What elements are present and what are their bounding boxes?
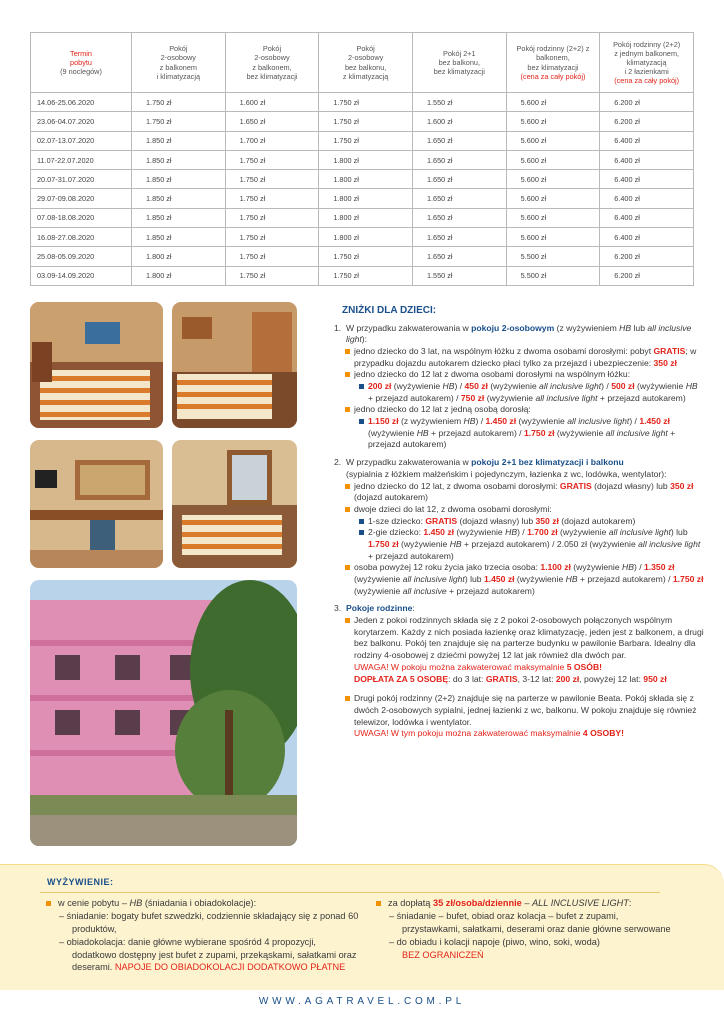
term-cell: 03.09-14.09.2020 xyxy=(31,266,132,285)
price-cell: 1.800 zł xyxy=(319,189,413,208)
section-2-intro: W przypadku zakwaterowania w pokoju 2+1 bez klimatyzacji i balkonu (sypialnia z łóżkiem małżeńskim i pojedynczym, łazienka z wc, lodówka, wentylator): xyxy=(346,457,667,479)
meals-all-inclusive: za dopłatą 35 zł/osoba/dziennie – ALL INCLUSIVE LIGHT: – śniadanie – bufet, obiad oraz kolacja – bufet z zupami, przystawkami, sałatkami, deserami oraz danie główne serwowane – do obiadu i kolacji napoje (piwo, wino, soki, woda) BEZ OGRANICZEŃ xyxy=(372,897,677,961)
term-cell: 14.06-25.06.2020 xyxy=(31,93,132,112)
list-item: jedno dziecko do 3 lat, na wspólnym łóżku z dwoma osobami dorosłymi: pobyt GRATIS; w przypadku dojazdu autokarem dziecko płaci tylko za przejazd i ubezpieczenie: 350 zł xyxy=(354,346,704,369)
price-cell: 6.400 zł xyxy=(600,170,694,189)
header-room-4: Pokój 2+1 bez balkonu, bez klimatyzacji xyxy=(412,33,506,93)
header-room-1: Pokój 2-osobowy z balkonem i klimatyzacją xyxy=(132,33,226,93)
header-room-3: Pokój 2-osobowy bez balkonu, z klimatyzacją xyxy=(319,33,413,93)
table-row xyxy=(31,131,694,150)
table-body xyxy=(31,93,694,286)
price-cell: 6.200 zł xyxy=(600,112,694,131)
price-cell: 6.200 zł xyxy=(600,93,694,112)
price-cell: 5.500 zł xyxy=(506,247,600,266)
website-footer: WWW.AGATRAVEL.COM.PL xyxy=(258,996,466,1007)
table-row xyxy=(31,228,694,247)
list-item: 1.150 zł (z wyżywieniem HB) / 1.450 zł (wyżywienie all inclusive light) / 1.450 zł (wyżywienie HB + przejazd autokarem) / 1.750 zł (wyżywienie all inclusive light + przejazd autokarem) xyxy=(368,416,704,451)
price-cell: 1.550 zł xyxy=(412,93,506,112)
price-cell: 1.650 zł xyxy=(412,228,506,247)
table-header-row xyxy=(31,33,694,93)
price-cell: 1.550 zł xyxy=(412,266,506,285)
price-cell: 6.400 zł xyxy=(600,208,694,227)
price-cell: 1.750 zł xyxy=(225,228,319,247)
price-cell: 1.750 zł xyxy=(225,150,319,169)
price-cell: 1.850 zł xyxy=(132,208,226,227)
discount-section-3: 3. Pokoje rodzinne: Jeden z pokoi rodzinnych składa się z 2 pokoi 2-osobowych połączonych wspólnym korytarzem. Każdy z nich posiada łazienkę oraz klimatyzację, jeden jest z balkonem, a drugi bez balkonu. Pokój ten znajduje się na parterze budynku w pawilonie Barbara. Idealny dla rodziny 4-osobowej z dziećmi powyżej 12 lat jak również dla dwóch par. UWAGA! W pokoju można zakwaterować maksymalnie 5 OSÓB! DOPŁATA ZA 5 OSOBĘ: do 3 lat: GRATIS, 3-12 lat: 200 zł, powyżej 12 lat: 950 zł Drugi pokój rodzinny (2+2) znajduje się na parterze w pawilonie Beata. Pokój składa się z dwóch 2-osobowych sypialni, jednej łazienki z wc, balkonu. W pokoju znajduje się również telewizor, lodówka i wentylator. UWAGA! W tym pokoju można zakwaterować maksymalnie 4 OSOBY! xyxy=(334,603,704,739)
table-row xyxy=(31,208,694,227)
table-row xyxy=(31,112,694,131)
price-cell: 1.650 zł xyxy=(412,189,506,208)
term-cell: 20.07-31.07.2020 xyxy=(31,170,132,189)
price-cell: 5.600 zł xyxy=(506,112,600,131)
discounts-title: ZNIŻKI DLA DZIECI: xyxy=(342,305,437,316)
price-cell: 1.750 zł xyxy=(319,247,413,266)
price-cell: 1.650 zł xyxy=(412,247,506,266)
header-room-2: Pokój 2-osobowy z balkonem, bez klimatyzacji xyxy=(225,33,319,93)
price-cell: 6.400 zł xyxy=(600,131,694,150)
term-cell: 02.07-13.07.2020 xyxy=(31,131,132,150)
list-item: jedno dziecko do 12 lat z dwoma osobami dorosłymi na wspólnym łóżku: 200 zł (wyżywienie HB) / 450 zł (wyżywienie all inclusive light) / 500 zł (wyżywienie HB + przejazd autokarem) / 750 zł (wyżywienie all inclusive light + przejazd autokarem) xyxy=(354,369,704,404)
price-cell: 1.850 zł xyxy=(132,189,226,208)
price-cell: 5.600 zł xyxy=(506,208,600,227)
price-cell: 1.600 zł xyxy=(225,93,319,112)
price-table xyxy=(30,32,694,286)
price-cell: 6.400 zł xyxy=(600,189,694,208)
price-cell: 5.600 zł xyxy=(506,189,600,208)
price-cell: 5.500 zł xyxy=(506,266,600,285)
table-row xyxy=(31,189,694,208)
price-cell: 1.750 zł xyxy=(225,170,319,189)
price-cell: 1.600 zł xyxy=(412,112,506,131)
list-item: 200 zł (wyżywienie HB) / 450 zł (wyżywienie all inclusive light) / 500 zł (wyżywienie HB + przejazd autokarem) / 750 zł (wyżywienie all inclusive light + przejazd autokarem) xyxy=(368,381,704,404)
price-cell: 5.600 zł xyxy=(506,150,600,169)
divider xyxy=(40,892,660,893)
list-item: jedno dziecko do 12 lat, z dwoma osobami dorosłymi: GRATIS (dojazd własny) lub 350 zł (dojazd autokarem) xyxy=(354,481,704,504)
meals-title: WYŻYWIENIE: xyxy=(47,877,114,887)
list-item: Jeden z pokoi rodzinnych składa się z 2 pokoi 2-osobowych połączonych wspólnym korytarzem. Każdy z nich posiada łazienkę oraz klimatyzację, jeden jest z balkonem, a drugi bez balkonu. Pokój ten znajduje się na parterze budynku w pawilonie Barbara. Idealny dla rodziny 4-osobowej z dziećmi powyżej 12 lat jak również dla dwóch par. UWAGA! W pokoju można zakwaterować maksymalnie 5 OSÓB! DOPŁATA ZA 5 OSOBĘ: do 3 lat: GRATIS, 3-12 lat: 200 zł, powyżej 12 lat: 950 zł xyxy=(354,615,704,693)
photo-building xyxy=(30,580,297,846)
term-cell: 25.08-05.09.2020 xyxy=(31,247,132,266)
price-cell: 1.850 zł xyxy=(132,150,226,169)
discount-section-1: 1. W przypadku zakwaterowania w pokoju 2-osobowym (z wyżywieniem HB lub all inclusive light): jedno dziecko do 3 lat, na wspólnym łóżku z dwoma osobami dorosłymi: pobyt GRATIS; w przypadku dojazdu autokarem dziecko płaci tylko za przejazd i ubezpieczenie: 350 zł jedno dziecko do 12 lat z dwoma osobami dorosłymi na wspólnym łóżku: 200 zł (wyżywienie HB) / 450 zł (wyżywienie all inclusive light) / 500 zł (wyżywienie HB + przejazd autokarem) / 750 zł (wyżywienie all inclusive light + przejazd autokarem) jedno dziecko do 12 lat z jedną osobą dorosłą: 1.150 zł (z wyżywieniem HB) / 1.450 zł (wyżywienie all inclusive light) / 1.450 zł (wyżywienie HB + przejazd autokarem) / 1.750 zł (wyżywienie all inclusive light + przejazd autokarem) xyxy=(334,323,704,452)
price-cell: 1.800 zł xyxy=(319,170,413,189)
term-cell: 07.08-18.08.2020 xyxy=(31,208,132,227)
price-cell: 6.200 zł xyxy=(600,247,694,266)
header-room-5: Pokój rodzinny (2+2) z balkonem, bez klimatyzacji (cena za cały pokój) xyxy=(506,33,600,93)
table-row xyxy=(31,170,694,189)
photo-room-4 xyxy=(172,440,297,568)
price-cell: 6.400 zł xyxy=(600,228,694,247)
table-row xyxy=(31,266,694,285)
price-cell: 1.850 zł xyxy=(132,228,226,247)
meals-hb: w cenie pobytu – HB (śniadania i obiadokolacje): – śniadanie: bogaty bufet szwedzki, codziennie składający się z ponad 60 produktów, – obiadokolacja: danie główne wybierane spośród 4 propozycji, dodatkowo dostępny jest bufet z zupami, przekąskami, sałatkami oraz deserami. NAPOJE DO OBIADOKOLACJI DODATKOWO PŁATNE xyxy=(42,897,362,974)
list-item: Drugi pokój rodzinny (2+2) znajduje się na parterze w pawilonie Beata. Pokój składa się z dwóch 2-osobowych sypialni, jednej łazienki z wc, balkonu. W pokoju znajduje się również telewizor, lodówka i wentylator. UWAGA! W tym pokoju można zakwaterować maksymalnie 4 OSOBY! xyxy=(354,693,704,740)
price-cell: 1.750 zł xyxy=(132,93,226,112)
price-cell: 1.800 zł xyxy=(319,150,413,169)
term-cell: 29.07-09.08.2020 xyxy=(31,189,132,208)
price-cell: 1.750 zł xyxy=(225,208,319,227)
photo-room-3 xyxy=(30,440,163,568)
list-item: osoba powyżej 12 roku życia jako trzecia osoba: 1.100 zł (wyżywienie HB) / 1.350 zł (wyżywienie all inclusive light) lub 1.450 zł (wyżywienie HB + przejazd autokarem) / 1.750 zł (wyżywienie all inclusive + przejazd autokarem) xyxy=(354,562,704,596)
price-cell: 5.600 zł xyxy=(506,170,600,189)
photo-room-2 xyxy=(172,302,297,428)
discount-section-2: 2. W przypadku zakwaterowania w pokoju 2+1 bez klimatyzacji i balkonu (sypialnia z łóżkiem małżeńskim i pojedynczym, łazienka z wc, lodówka, wentylator): jedno dziecko do 12 lat, z dwoma osobami dorosłymi: GRATIS (dojazd własny) lub 350 zł (dojazd autokarem) dwoje dzieci do lat 12, z dwoma osobami dorosłymi: 1-sze dziecko: GRATIS (dojazd własny) lub 350 zł (dojazd autokarem) 2-gie dziecko: 1.450 zł (wyżywienie HB) / 1.700 zł (wyżywienie all inclusive light) lub 1.750 zł (wyżywienie HB + przejazd autokarem) / 2.050 zł (wyżywienie all inclusive light + przejazd autokarem) osoba powyżej 12 roku życia jako trzecia osoba: 1.100 zł (wyżywienie HB) / 1.350 zł (wyżywienie all inclusive light) lub 1.450 zł (wyżywienie HB + przejazd autokarem) / 1.750 zł (wyżywienie all inclusive + przejazd autokarem) xyxy=(334,457,704,596)
term-cell: 11.07-22.07.2020 xyxy=(31,150,132,169)
price-cell: 1.750 zł xyxy=(225,189,319,208)
section-1-intro: W przypadku zakwaterowania w pokoju 2-osobowym (z wyżywieniem HB lub all inclusive light): xyxy=(346,322,692,345)
price-cell: 1.750 zł xyxy=(132,112,226,131)
price-cell: 6.200 zł xyxy=(600,266,694,285)
price-cell: 1.800 zł xyxy=(319,208,413,227)
list-item: 1-sze dziecko: GRATIS (dojazd własny) lub 350 zł (dojazd autokarem) xyxy=(368,516,704,528)
price-cell: 1.750 zł xyxy=(319,93,413,112)
price-cell: 5.600 zł xyxy=(506,93,600,112)
price-cell: 1.800 zł xyxy=(132,266,226,285)
price-cell: 5.600 zł xyxy=(506,131,600,150)
price-cell: 1.750 zł xyxy=(225,247,319,266)
table-row xyxy=(31,93,694,112)
price-cell: 1.650 zł xyxy=(412,208,506,227)
section-3-title: Pokoje rodzinne: xyxy=(346,603,415,614)
price-cell: 6.400 zł xyxy=(600,150,694,169)
children-discounts xyxy=(334,304,704,746)
price-cell: 1.800 zł xyxy=(132,247,226,266)
price-cell: 1.750 zł xyxy=(319,266,413,285)
table-row xyxy=(31,247,694,266)
price-cell: 5.600 zł xyxy=(506,228,600,247)
price-cell: 1.750 zł xyxy=(319,131,413,150)
meals-box xyxy=(0,864,724,990)
header-room-6: Pokój rodzinny (2+2) z jednym balkonem, klimatyzacją i 2 łazienkami (cena za cały pokój) xyxy=(600,33,694,93)
price-cell: 1.800 zł xyxy=(319,228,413,247)
price-cell: 1.850 zł xyxy=(132,170,226,189)
price-cell: 1.850 zł xyxy=(132,131,226,150)
photo-room-1 xyxy=(30,302,163,428)
price-cell: 1.650 zł xyxy=(225,112,319,131)
term-cell: 23.06-04.07.2020 xyxy=(31,112,132,131)
price-cell: 1.700 zł xyxy=(225,131,319,150)
header-term: Termin pobytu (9 noclegów) xyxy=(31,33,132,93)
list-item: dwoje dzieci do lat 12, z dwoma osobami dorosłymi: 1-sze dziecko: GRATIS (dojazd własny) lub 350 zł (dojazd autokarem) 2-gie dziecko: 1.450 zł (wyżywienie HB) / 1.700 zł (wyżywienie all inclusive light) lub 1.750 zł (wyżywienie HB + przejazd autokarem) / 2.050 zł (wyżywienie all inclusive light + przejazd autokarem) xyxy=(354,504,704,562)
list-item: jedno dziecko do 12 lat z jedną osobą dorosłą: 1.150 zł (z wyżywieniem HB) / 1.450 zł (wyżywienie all inclusive light) / 1.450 zł (wyżywienie HB + przejazd autokarem) / 1.750 zł (wyżywienie all inclusive light + przejazd autokarem) xyxy=(354,404,704,451)
price-cell: 1.650 zł xyxy=(412,131,506,150)
price-cell: 1.750 zł xyxy=(225,266,319,285)
price-cell: 1.750 zł xyxy=(319,112,413,131)
table-row xyxy=(31,150,694,169)
term-cell: 16.08-27.08.2020 xyxy=(31,228,132,247)
price-cell: 1.650 zł xyxy=(412,150,506,169)
list-item: 2-gie dziecko: 1.450 zł (wyżywienie HB) / 1.700 zł (wyżywienie all inclusive light) lub 1.750 zł (wyżywienie HB + przejazd autokarem) / 2.050 zł (wyżywienie all inclusive light + przejazd autokarem) xyxy=(368,527,704,562)
price-cell: 1.650 zł xyxy=(412,170,506,189)
